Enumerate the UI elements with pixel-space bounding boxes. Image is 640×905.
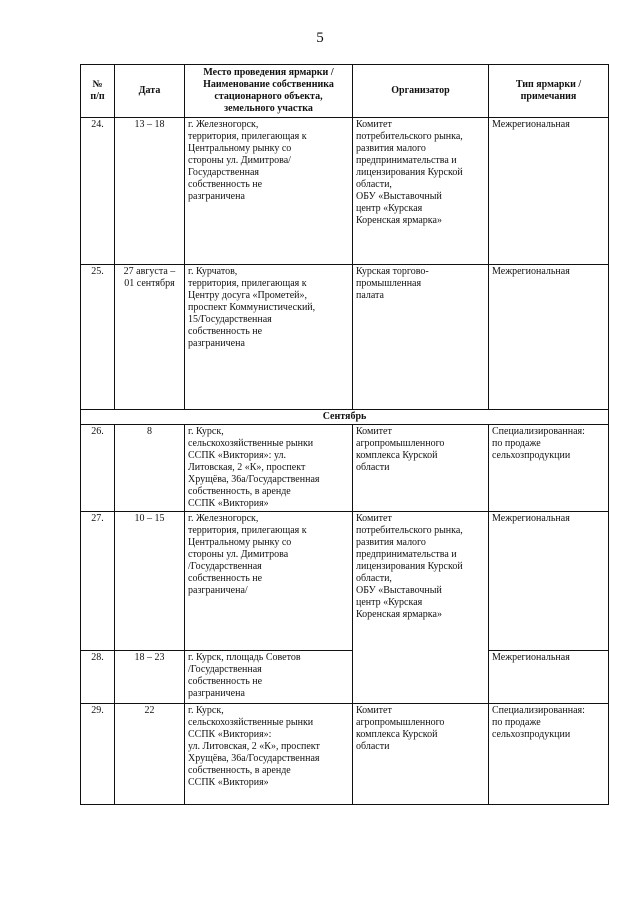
row-organizer: Комитет потребительского рынка, развития малого предпринимательства и лицензирования Курской области, ОБУ «Выставочный центр «Курская Коренская ярмарка» bbox=[353, 512, 489, 704]
row-organizer: Комитет агропромышленного комплекса Курской области bbox=[353, 425, 489, 512]
fair-schedule-table bbox=[80, 64, 609, 805]
row-organizer: Курская торгово- промышленная палата bbox=[353, 265, 489, 410]
row-place: г. Железногорск, территория, прилегающая к Центральному рынку со стороны ул. Димитрова /Государственная собственность не разграничена/ bbox=[185, 512, 353, 651]
row-organizer: Комитет потребительского рынка, развития малого предпринимательства и лицензирования Курской области, ОБУ «Выставочный центр «Курская Коренская ярмарка» bbox=[353, 118, 489, 265]
row-type: Специализированная: по продаже сельхозпродукции bbox=[489, 704, 609, 805]
table-row bbox=[81, 704, 609, 805]
row-number: 28. bbox=[81, 651, 115, 704]
row-type: Межрегиональная bbox=[489, 118, 609, 265]
row-date: 27 августа – 01 сентября bbox=[115, 265, 185, 410]
row-number: 27. bbox=[81, 512, 115, 651]
row-type: Межрегиональная bbox=[489, 512, 609, 651]
row-place: г. Курск, площадь Советов /Государственная собственность не разграничена bbox=[185, 651, 353, 704]
table-header-row bbox=[81, 65, 609, 118]
row-type: Межрегиональная bbox=[489, 265, 609, 410]
table-row bbox=[81, 512, 609, 651]
table-row bbox=[81, 265, 609, 410]
row-number: 24. bbox=[81, 118, 115, 265]
page-number: 5 bbox=[316, 30, 324, 46]
row-type: Межрегиональная bbox=[489, 651, 609, 704]
header-date: Дата bbox=[115, 65, 185, 118]
table-row bbox=[81, 425, 609, 512]
row-number: 26. bbox=[81, 425, 115, 512]
row-number: 25. bbox=[81, 265, 115, 410]
header-type: Тип ярмарки / примечания bbox=[489, 65, 609, 118]
table-row bbox=[81, 118, 609, 265]
row-place: г. Курчатов, территория, прилегающая к Центру досуга «Прометей», проспект Коммунистический, 15/Государственная собственность не разграничена bbox=[185, 265, 353, 410]
header-place: Место проведения ярмарки / Наименование собственника стационарного объекта, земельного участка bbox=[185, 65, 353, 118]
row-organizer: Комитет агропромышленного комплекса Курской области bbox=[353, 704, 489, 805]
row-date: 22 bbox=[115, 704, 185, 805]
header-num: № п/п bbox=[81, 65, 115, 118]
row-date: 18 – 23 bbox=[115, 651, 185, 704]
row-number: 29. bbox=[81, 704, 115, 805]
table-row bbox=[81, 651, 609, 704]
row-date: 13 – 18 bbox=[115, 118, 185, 265]
row-place: г. Железногорск, территория, прилегающая к Центральному рынку со стороны ул. Димитрова/ Государственная собственность не разграничена bbox=[185, 118, 353, 265]
section-title: Сентябрь bbox=[81, 410, 609, 425]
row-date: 8 bbox=[115, 425, 185, 512]
row-type: Специализированная: по продаже сельхозпродукции bbox=[489, 425, 609, 512]
section-row bbox=[81, 410, 609, 425]
row-place: г. Курск, сельскохозяйственные рынки ССПК «Виктория»: ул. Литовская, 2 «К», проспект Хрущёва, 36а/Государственная собственность, в аренде ССПК «Виктория» bbox=[185, 704, 353, 805]
row-date: 10 – 15 bbox=[115, 512, 185, 651]
header-organizer: Организатор bbox=[353, 65, 489, 118]
row-place: г. Курск, сельскохозяйственные рынки ССПК «Виктория»: ул. Литовская, 2 «К», проспект Хрущёва, 36а/Государственная собственность, в аренде ССПК «Виктория» bbox=[185, 425, 353, 512]
